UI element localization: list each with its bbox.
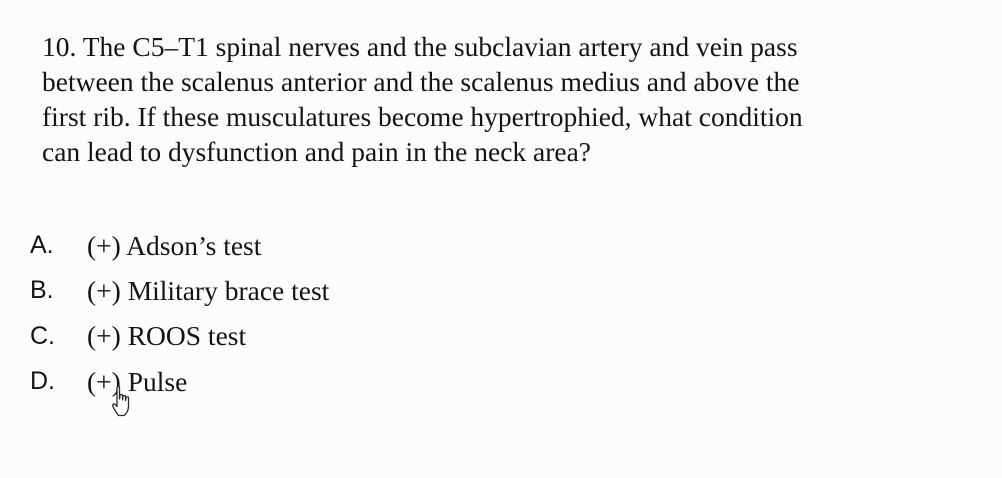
- question-line: first rib. If these musculatures become hypertrophied, what condition: [42, 101, 803, 132]
- option-letter: C.: [30, 321, 55, 350]
- option-c[interactable]: [30, 314, 329, 359]
- option-text: (+) ROOS test: [87, 320, 247, 352]
- option-a[interactable]: [30, 223, 329, 268]
- question-line: between the scalenus anterior and the scalenus medius and above the: [42, 66, 800, 97]
- option-letter: B.: [30, 276, 54, 305]
- question-line: can lead to dysfunction and pain in the neck area?: [42, 136, 592, 167]
- hand-pointer-icon: [111, 385, 137, 419]
- option-b[interactable]: [30, 268, 329, 313]
- question-line: 10. The C5–T1 spinal nerves and the subclavian artery and vein pass: [42, 31, 798, 62]
- answer-options: [30, 223, 329, 404]
- option-d[interactable]: [30, 359, 329, 404]
- option-letter: D.: [30, 367, 55, 396]
- option-text: (+) Adson’s test: [87, 229, 262, 261]
- option-letter: A.: [30, 231, 54, 260]
- option-text: (+) Pulse: [87, 365, 188, 397]
- option-text: (+) Military brace test: [87, 274, 330, 306]
- question-text: [42, 29, 972, 169]
